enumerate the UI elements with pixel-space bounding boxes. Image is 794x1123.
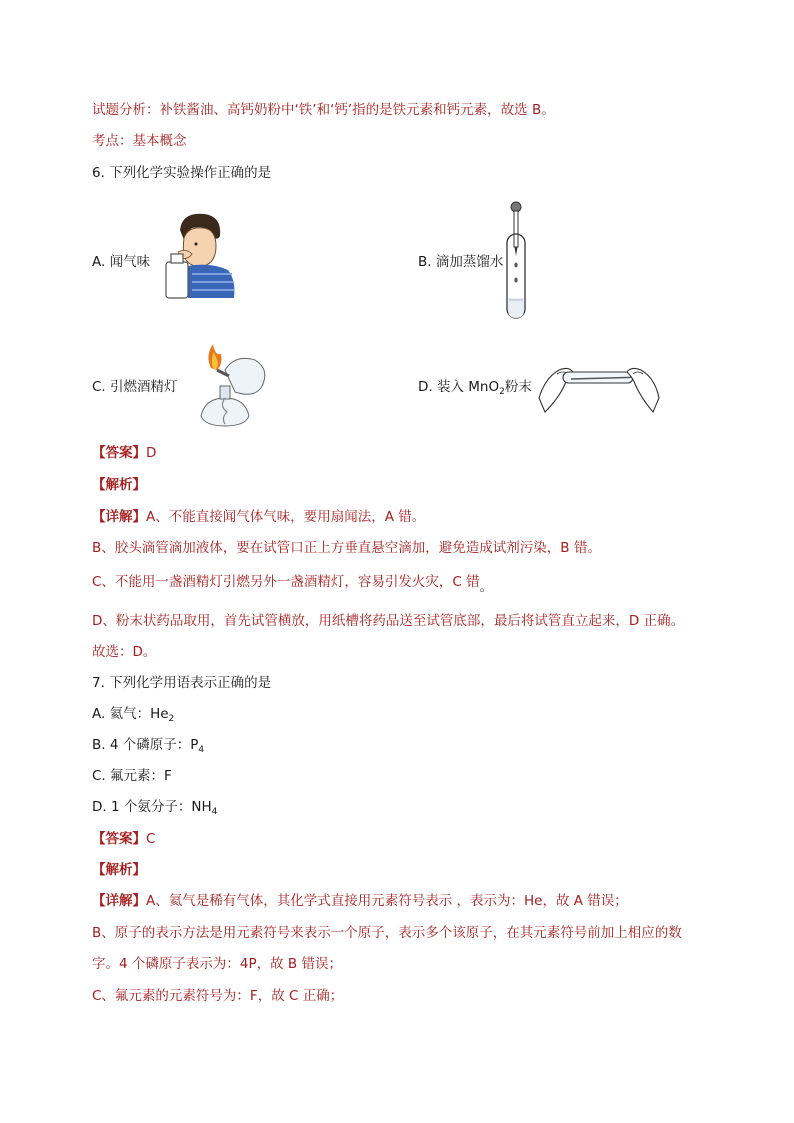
q7-option-d-pre: D. 1 个氨分子：NH (92, 799, 212, 815)
q7-option-b-sub: 4 (198, 745, 205, 755)
q7-detail-b-line2: 字。4 个磷原子表示为：4P，故 B 错误； (92, 956, 342, 972)
q7-answer (92, 829, 155, 849)
q6-detail-c (92, 572, 494, 595)
q7-option-b (92, 735, 204, 755)
powder-loading-illustration (537, 358, 662, 414)
q7-detail-label: 【详解】 (92, 893, 146, 909)
q7-option-c: C. 氟元素：F (92, 768, 172, 784)
q6-conclusion: 故选：D。 (92, 644, 157, 660)
q7-detail-c: C、氟元素的元素符号为：F，故 C 正确； (92, 988, 344, 1004)
q7-option-a-sub: 2 (168, 714, 175, 724)
q6-jiexi: 【解析】 (92, 477, 146, 493)
q6-answer-label: 【答案】 (92, 445, 146, 461)
q7-jiexi: 【解析】 (92, 862, 146, 878)
q6-stem: 6. 下列化学实验操作正确的是 (92, 165, 272, 181)
q6-option-d-pre: D. 装入 MnO (418, 379, 500, 395)
smelling-illustration (158, 210, 238, 302)
q7-answer-value: C (146, 831, 156, 847)
q6-detail-a (92, 507, 425, 527)
q7-option-d-sub: 4 (211, 807, 218, 817)
q6-detail-c-dot: 。 (479, 579, 494, 595)
q7-detail-a (92, 891, 628, 911)
q6-answer (92, 443, 156, 463)
q7-stem: 7. 下列化学用语表示正确的是 (92, 675, 272, 691)
q7-detail-b-line1: B、原子的表示方法是用元素符号来表示一个原子，表示多个该原子，在其元素符号前加上相应的数 (92, 925, 682, 941)
kaodian-line: 考点：基本概念 (92, 133, 187, 149)
q6-option-c: C. 引燃酒精灯 (92, 379, 178, 395)
q6-detail-b: B、胶头滴管滴加液体，要在试管口正上方垂直悬空滴加，避免造成试剂污染，B 错。 (92, 540, 601, 556)
q6-detail-c-text: C、不能用一盏酒精灯引燃另外一盏酒精灯，容易引发火灾，C 错 (92, 574, 480, 590)
q7-answer-label: 【答案】 (92, 831, 146, 847)
q7-detail-a-text: A、氦气是稀有气体，其化学式直接用元素符号表示 ，表示为：He，故 A 错误； (146, 893, 628, 909)
analysis-line: 试题分析：补铁酱油、高钙奶粉中‘铁’和‘钙’指的是铁元素和钙元素，故选 B。 (92, 102, 555, 118)
q6-answer-value: D (146, 445, 157, 461)
q6-option-d (418, 377, 532, 397)
q6-detail-d: D、粉末状药品取用，首先试管横放，用纸槽将药品送至试管底部，最后将试管直立起来，D 正确。 (92, 613, 685, 629)
dropper-test-tube-illustration (503, 200, 529, 325)
q7-option-d (92, 797, 217, 817)
q7-option-a (92, 704, 174, 724)
q6-detail-label: 【详解】 (92, 509, 146, 525)
q6-option-a: A. 闻气味 (92, 254, 151, 270)
q6-option-b: B. 滴加蒸馏水 (418, 254, 504, 270)
alcohol-lamp-illustration (195, 340, 270, 428)
q7-option-a-pre: A. 氦气：He (92, 706, 169, 722)
q7-option-b-pre: B. 4 个磷原子：P (92, 737, 199, 753)
q6-detail-a-text: A、不能直接闻气体气味，要用扇闻法，A 错。 (146, 509, 426, 525)
q6-option-d-sub: 2 (499, 387, 505, 397)
q6-option-d-post: 粉末 (504, 379, 532, 395)
